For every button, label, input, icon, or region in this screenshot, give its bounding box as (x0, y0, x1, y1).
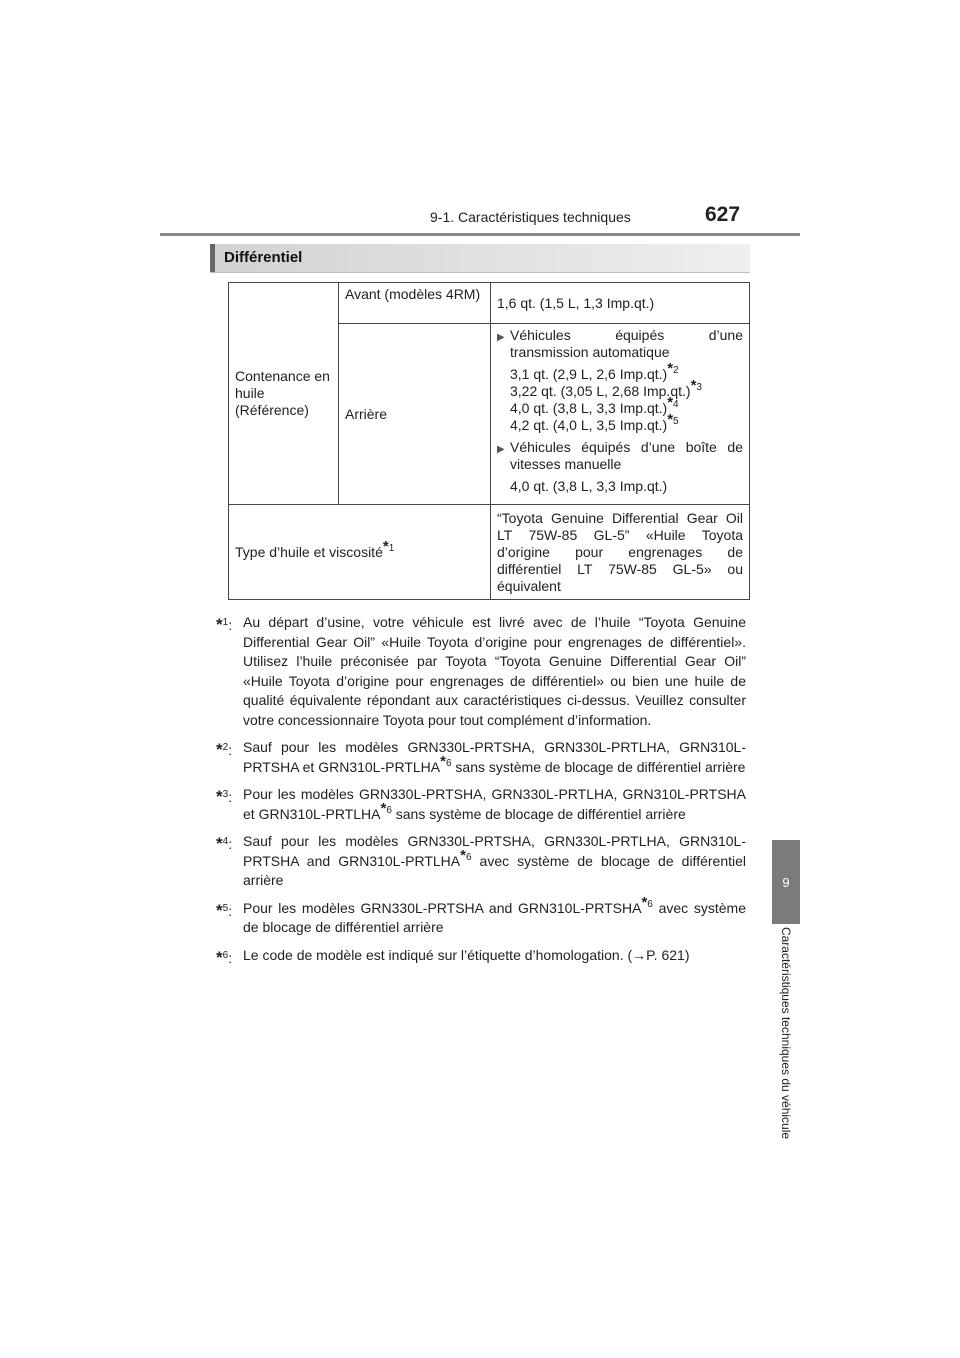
front-value-cell: 1,6 qt. (1,5 L, 1,3 Imp.qt.) (491, 283, 750, 324)
rear-manual-value: 4,0 qt. (3,8 L, 3,3 Imp.qt.) (510, 478, 668, 494)
footnote-2: *$^2$: Sauf pour les modèles GRN330L-PRTSHA, GRN330L-PRTLHA, GRN310L-PRTSHA et GRN310L-PRTLHA$^{*6}$ sans système de blocage de différentiel arrière (216, 739, 746, 775)
section-accent (210, 244, 215, 272)
page-number: 627 (705, 203, 741, 226)
rear-value-cell (491, 324, 750, 505)
footnote-5: *$^5$: Pour les modèles GRN330L-PRTSHA and GRN310L-PRTSHA$^{*6}$ avec système de blocage de différentiel arrière (216, 893, 746, 935)
rear-manual-heading: Véhicules équipés d’une boîte de vitesses manuelle (510, 439, 743, 472)
footnotes (216, 613, 746, 973)
chapter-tab[interactable] (772, 840, 800, 924)
chapter-title-vertical (772, 928, 800, 1138)
triangle-bullet-icon: ▶ (497, 332, 505, 343)
footnote-4: *$^4$: Sauf pour les modèles GRN330L-PRTSHA, GRN330L-PRTLHA, GRN310L-PRTSHA and GRN310L-PRTLHA$^{*6}$ avec système de blocage de différentiel arrière (216, 833, 747, 888)
front-label-cell: Avant (modèles 4RM) (339, 283, 491, 324)
list-item: 3,22 qt. (3,05 L, 2,68 Imp.qt.)$^{*3}$ (510, 377, 702, 399)
list-item: 4,0 qt. (3,8 L, 3,3 Imp.qt.)$^{*4}$ (510, 394, 679, 416)
footnote-1: *$^1$: Au départ d’usine, votre véhicule est livré avec de l’huile “Toyota Genuine Differential Gear Oil” «Huile Toyota d’origine pour engrenages de différentiel». Utilisez l’huile préconisée par Toyota “Toyota Genuine Differential Gear Oil” «Huile Toyota d’origine pour engrenages de différentiel» ou bien une huile de qualité équivalente répondant aux caractéristiques ci-dessus. Veuillez consulter votre concessionnaire Toyota pour tout complément d’information. (216, 614, 746, 728)
chapter-title: Caractéristiques techniques du véhicule (779, 926, 793, 1140)
rear-auto-values (497, 360, 743, 434)
table-row (229, 283, 750, 324)
oil-type-value-cell: “Toyota Genuine Differential Gear Oil LT 75W-85 GL-5” «Huile Toyota d’origine pour engrenages de différentiel LT 75W-85 GL-5» ou équivalent (491, 505, 750, 600)
rear-label-cell: Arrière (339, 324, 491, 505)
capacity-label-cell: Contenance en huile (Référence) (229, 283, 339, 505)
footnote-6: *$^6$: Le code de modèle est indiqué sur l’étiquette d’homologation. (→P. 621) (216, 946, 690, 967)
rear-auto-heading: Véhicules équipés d’une transmission automatique (510, 327, 743, 360)
differential-spec-table (228, 282, 750, 600)
list-item: 4,2 qt. (4,0 L, 3,5 Imp.qt.)$^{*5}$ (510, 411, 679, 433)
triangle-bullet-icon: ▶ (497, 444, 505, 455)
header-rule (160, 233, 800, 236)
footnote-3: *$^3$: Pour les modèles GRN330L-PRTSHA, GRN330L-PRTLHA, GRN310L-PRTSHA et GRN310L-PRTLHA$^{*6}$ sans système de blocage de différentiel arrière (216, 786, 746, 822)
header-section-title: 9-1. Caractéristiques techniques (430, 209, 631, 225)
table-row (229, 505, 750, 600)
oil-type-label-cell: Type d’huile et viscosité$^{*1}$ (229, 505, 491, 600)
section-heading-bar (210, 244, 750, 273)
list-item: 3,1 qt. (2,9 L, 2,6 Imp.qt.)$^{*2}$ (510, 360, 679, 382)
chapter-number: 9 (782, 874, 790, 890)
section-title: Différentiel (224, 249, 303, 266)
list-item (497, 327, 743, 361)
list-item (497, 439, 743, 473)
